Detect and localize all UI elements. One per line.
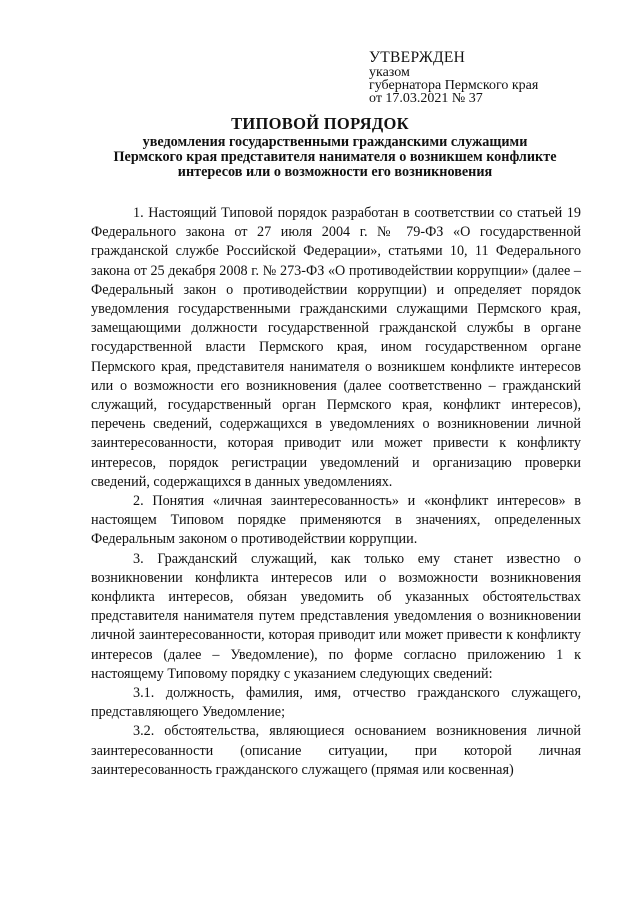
- paragraph-2: 2. Понятия «личная заинтересованность» и «конфликт интересов» в настоящем Типовом порядке применяются в значениях, определенных Федеральным законом о противодействии коррупции.: [91, 493, 581, 548]
- approval-title: УТВЕРЖДЕН: [369, 49, 466, 66]
- approval-line-2: губернатора Пермского края: [369, 78, 539, 93]
- subtitle-line-3: интересов или о возможности его возникновения: [177, 164, 493, 180]
- subtitle-line-1: уведомления государственными гражданскими служащими: [142, 134, 528, 150]
- paragraph-3-2: 3.2. обстоятельства, являющиеся основанием возникновения личной заинтересованности (описание ситуации, при которой личная заинтересованность гражданского служащего (прямая или косвенная): [91, 723, 581, 778]
- document-body: [91, 204, 581, 780]
- paragraph-3: 3. Гражданский служащий, как только ему станет известно о возникновении конфликта интересов или о возможности возникновения конфликта интересов, обязан уведомить об указанных обстоятельствах представителя нанимателя путем представления уведомления о возникновении личной заинтересованности, которая приводит или может привести к конфликту интересов (далее – Уведомление), по форме согласно приложению 1 к настоящему Типовому порядку с указанием следующих сведений:: [91, 550, 581, 682]
- approval-stamp: [369, 50, 619, 105]
- approval-line-1: указом: [369, 65, 410, 80]
- document-title: ТИПОВОЙ ПОРЯДОК: [231, 114, 409, 133]
- paragraph-3-1: 3.1. должность, фамилия, имя, отчество гражданского служащего, представляющего Уведомление;: [91, 685, 581, 721]
- subtitle-line-2: Пермского края представителя нанимателя о возникшем конфликте: [113, 149, 557, 165]
- paragraph-1: 1. Настоящий Типовой порядок разработан в соответствии со статьей 19 Федерального закона от 27 июля 2004 г. № 79-ФЗ «О государственной гражданской службе Российской Федерации», статьями 10, 11 Федерального закона от 25 декабря 2008 г. № 273-ФЗ «О противодействии коррупции» (далее – Федеральный закон о противодействии коррупции) и определяет порядок уведомления государственными гражданскими служащими Пермского края, замещающими должности государственной гражданской службы в органе государственной власти Пермского края, ином государственном органе Пермского края, представителя нанимателя о возникшем конфликте интересов или о возможности его возникновения (далее соответственно – гражданский служащий, государственный орган Пермского края, конфликт интересов), перечень сведений, содержащихся в уведомлениях о возникновении личной заинтересованности, которая приводит или может привести к конфликту интересов, порядок регистрации уведомлений и организацию проверки сведений, содержащихся в данных уведомлениях.: [91, 205, 581, 490]
- document-subtitle: [88, 135, 582, 180]
- approval-line-3: от 17.03.2021 № 37: [369, 91, 483, 106]
